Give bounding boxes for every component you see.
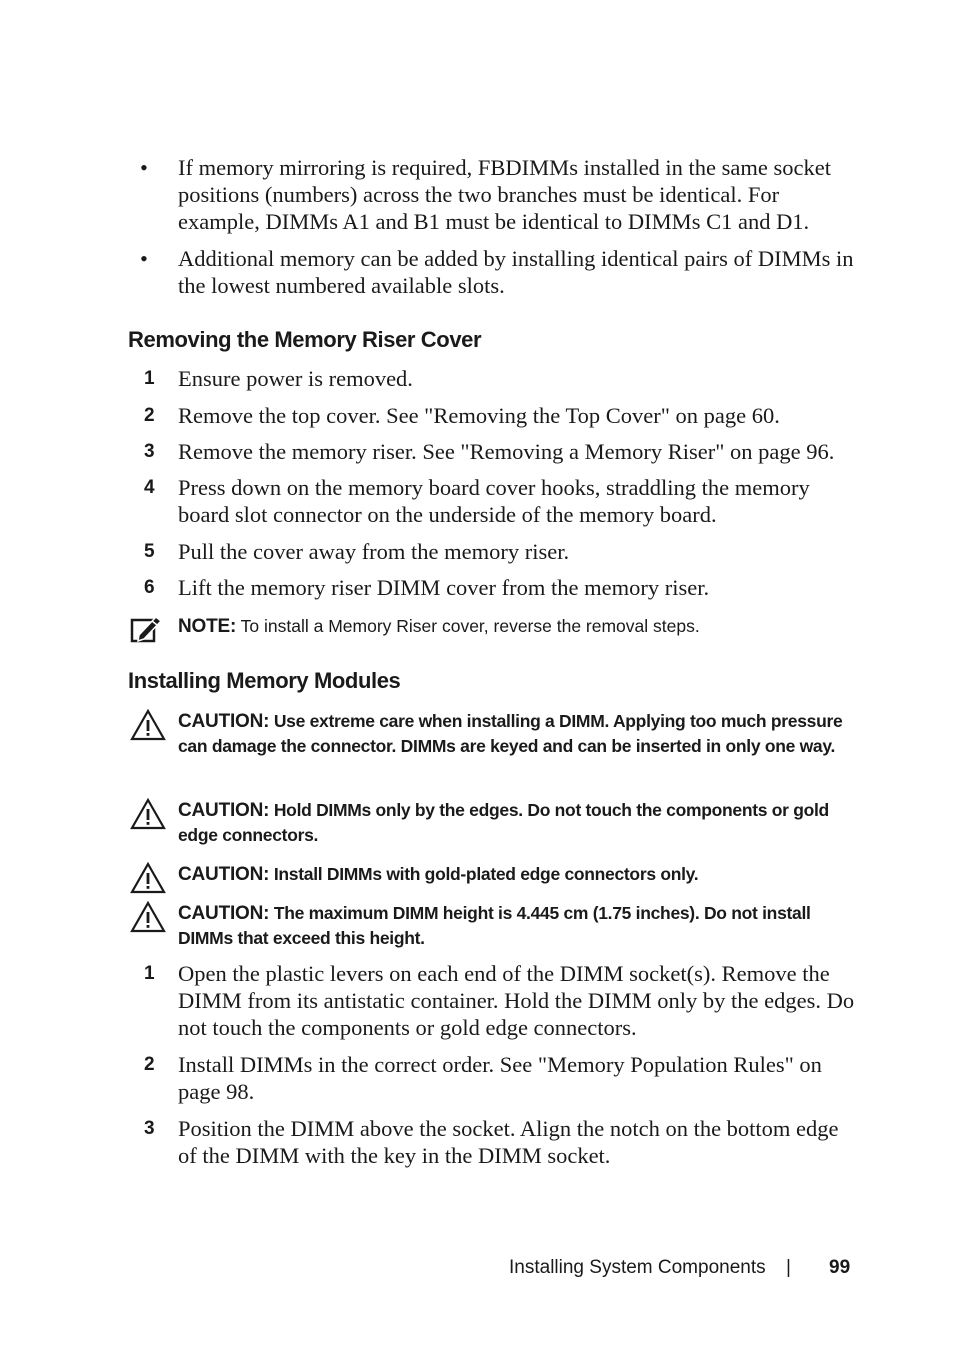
caution-label: CAUTION: — [178, 800, 270, 821]
note-label: NOTE: — [178, 616, 237, 637]
step-number: 3 — [144, 1118, 155, 1139]
warning-triangle-icon — [130, 709, 164, 739]
step-number: 1 — [144, 368, 155, 389]
step-text: Remove the memory riser. See "Removing a Memory Riser" on page 96. — [178, 439, 835, 464]
bullet-text: Additional memory can be added by installing identical pairs of DIMMs in the lowest numbered available slots. — [178, 246, 854, 298]
bullet-item — [140, 245, 852, 299]
step-number: 4 — [144, 477, 155, 498]
page-number: 99 — [829, 1257, 851, 1278]
note-text: To install a Memory Riser cover, reverse the removal steps. — [240, 616, 700, 636]
step-text: Lift the memory riser DIMM cover from the memory riser. — [178, 575, 710, 600]
warning-triangle-icon — [130, 798, 164, 828]
step-number: 6 — [144, 577, 155, 598]
warning-triangle-icon — [130, 862, 164, 892]
caution-text: The maximum DIMM height is 4.445 cm (1.75 inches). Do not install DIMMs that exceed this height. — [178, 903, 811, 948]
bullet-symbol: • — [140, 246, 148, 271]
step-text: Remove the top cover. See "Removing the Top Cover" on page 60. — [178, 403, 780, 428]
step-text: Open the plastic levers on each end of the DIMM socket(s). Remove the DIMM from its antistatic container. Hold the DIMM only by the edges. Do not touch the components or gold edge connectors. — [178, 961, 855, 1040]
step-number: 3 — [144, 441, 155, 462]
section-heading: Installing Memory Modules — [128, 668, 401, 693]
step-text: Position the DIMM above the socket. Align the notch on the bottom edge of the DIMM with the key in the DIMM socket. — [178, 1116, 839, 1168]
step-text: Press down on the memory board cover hooks, straddling the memory board slot connector on the underside of the memory board. — [178, 475, 810, 527]
step-text: Ensure power is removed. — [178, 366, 413, 391]
caution-text: Use extreme care when installing a DIMM. Applying too much pressure can damage the connector. DIMMs are keyed and can be inserted in only one way. — [178, 711, 843, 756]
caution-text: Hold DIMMs only by the edges. Do not touch the components or gold edge connectors. — [178, 800, 829, 845]
step-number: 2 — [144, 405, 155, 426]
step-number: 2 — [144, 1054, 155, 1075]
footer-section-title: Installing System Components — [509, 1257, 766, 1278]
caution-text: Install DIMMs with gold-plated edge connectors only. — [273, 864, 699, 884]
caution-label: CAUTION: — [178, 903, 270, 924]
footer-separator: | — [786, 1257, 791, 1278]
caution-label: CAUTION: — [178, 711, 270, 732]
bullet-text: If memory mirroring is required, FBDIMMs installed in the same socket positions (numbers) across the two branches must be identical. For example, DIMMs A1 and B1 must be identical to DIMMs C1 and D1. — [178, 155, 832, 234]
step-text: Install DIMMs in the correct order. See "Memory Population Rules" on page 98. — [178, 1052, 822, 1104]
step-number: 1 — [144, 963, 155, 984]
caution-label: CAUTION: — [178, 864, 270, 885]
step-number: 5 — [144, 541, 155, 562]
bullet-symbol: • — [140, 155, 148, 180]
pencil-note-icon — [130, 614, 164, 644]
step-text: Pull the cover away from the memory riser. — [178, 539, 570, 564]
warning-triangle-icon — [130, 901, 164, 931]
section-heading: Removing the Memory Riser Cover — [128, 327, 482, 352]
bullet-item — [140, 154, 852, 235]
